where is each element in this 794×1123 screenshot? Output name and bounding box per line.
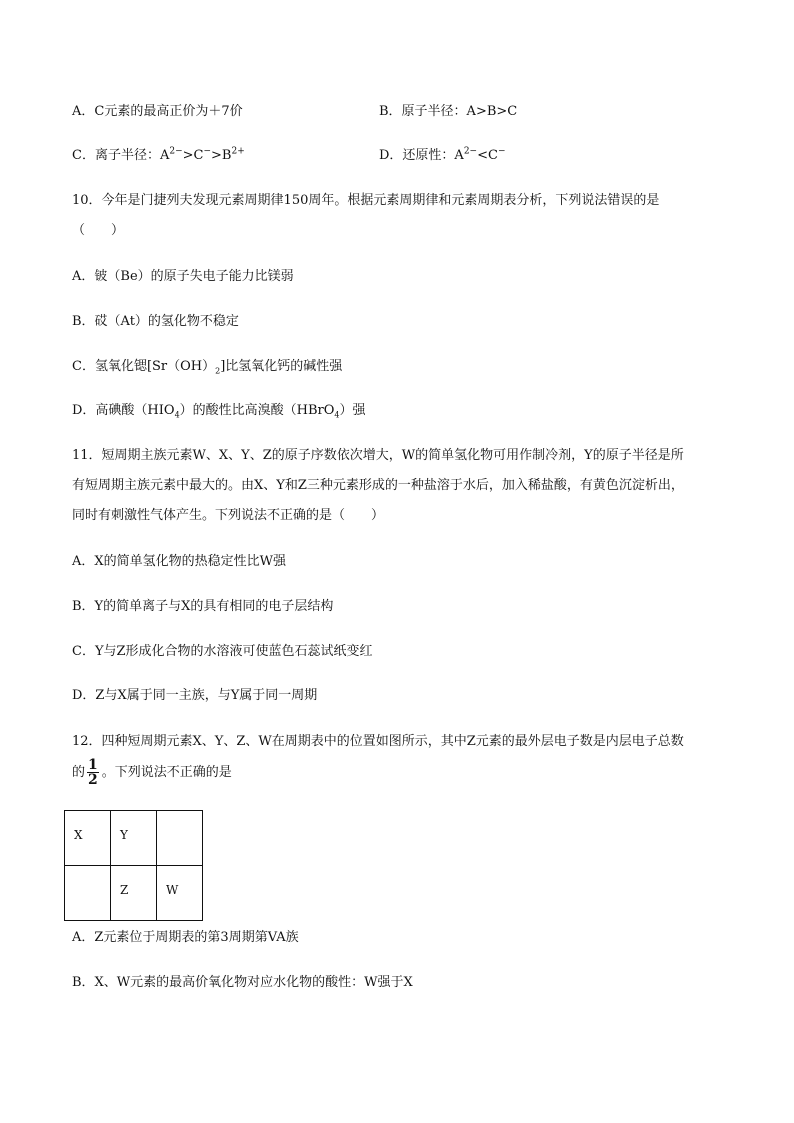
q11-option-d: D．Z与X属于同一主族，与Y属于同一周期 (72, 688, 318, 703)
q12-option-b: B．X、W元素的最高价氧化物对应水化物的酸性：W强于X (72, 975, 413, 990)
table-row (65, 866, 203, 921)
q9-option-b: B．原子半径：A>B>C (379, 104, 518, 119)
table-row (65, 811, 203, 866)
q10-option-d: D．高碘酸$(HIO_4)$的酸性比高溴酸（HBrO$_4$）强 (72, 403, 366, 420)
q11-stem-line2: 有短周期主族元素中最大的。由X、Y和Z三种元素形成的一种盐溶于水后，加入稀盐酸，有黄色沉淀析出， (72, 478, 684, 493)
table-cell: Y (111, 811, 157, 866)
table-cell: Z (111, 866, 157, 921)
table-cell: X (65, 811, 111, 866)
q10-option-a: A．铍（Be）的原子失电子能力比镁弱 (72, 269, 294, 284)
q10-answer-paren: （ ） (72, 223, 125, 238)
q11-option-a: A．X的简单氢化物的热稳定性比W强 (72, 554, 287, 569)
table-cell (65, 866, 111, 921)
q12-stem-line2: 的 $\frac{1}{2}$ 。下列说法不正确的是 (72, 757, 232, 788)
q11-option-c: C．Y与Z形成化合物的水溶液可使蓝色石蕊试纸变红 (72, 644, 373, 659)
q10-option-c: C．氢氧化锶$[Sr(OH)_2]$比氢氧化钙的碱性强 (72, 359, 343, 376)
q11-stem-line1: 11．短周期主族元素W、X、Y、Z的原子序数依次增大，W的简单氢化物可用作制冷剂，Y的原子半径是所 (72, 448, 684, 463)
q11-stem-line3: 同时有刺激性气体产生。下列说法不正确的是（ ） (72, 508, 385, 523)
q10-stem: 10．今年是门捷列夫发现元素周期律150周年。根据元素周期律和元素周期表分析，下列说法错误的是 (72, 193, 660, 208)
q9-option-d: D．还原性：$A^{2-}<C^-$ (379, 146, 506, 163)
table-cell (157, 811, 203, 866)
periodic-position-table (64, 810, 203, 921)
q12-option-a: A．Z元素位于周期表的第3周期第VA族 (72, 930, 299, 945)
q10-option-b: B．砹（At）的氢化物不稳定 (72, 314, 239, 329)
q12-stem-line1: 12．四种短周期元素X、Y、Z、W在周期表中的位置如图所示，其中Z元素的最外层电子数是内层电子总数 (72, 734, 684, 749)
q9-option-a: A．C元素的最高正价为＋7价 (72, 104, 243, 119)
q11-option-b: B．Y的简单离子与X的具有相同的电子层结构 (72, 599, 334, 614)
one-half-fraction: $\frac{1}{2}$ (88, 757, 98, 788)
q9-option-c: C．离子半径：$A^{2-}>C^->B^{2+}$ (72, 146, 245, 163)
table-cell: W (157, 866, 203, 921)
